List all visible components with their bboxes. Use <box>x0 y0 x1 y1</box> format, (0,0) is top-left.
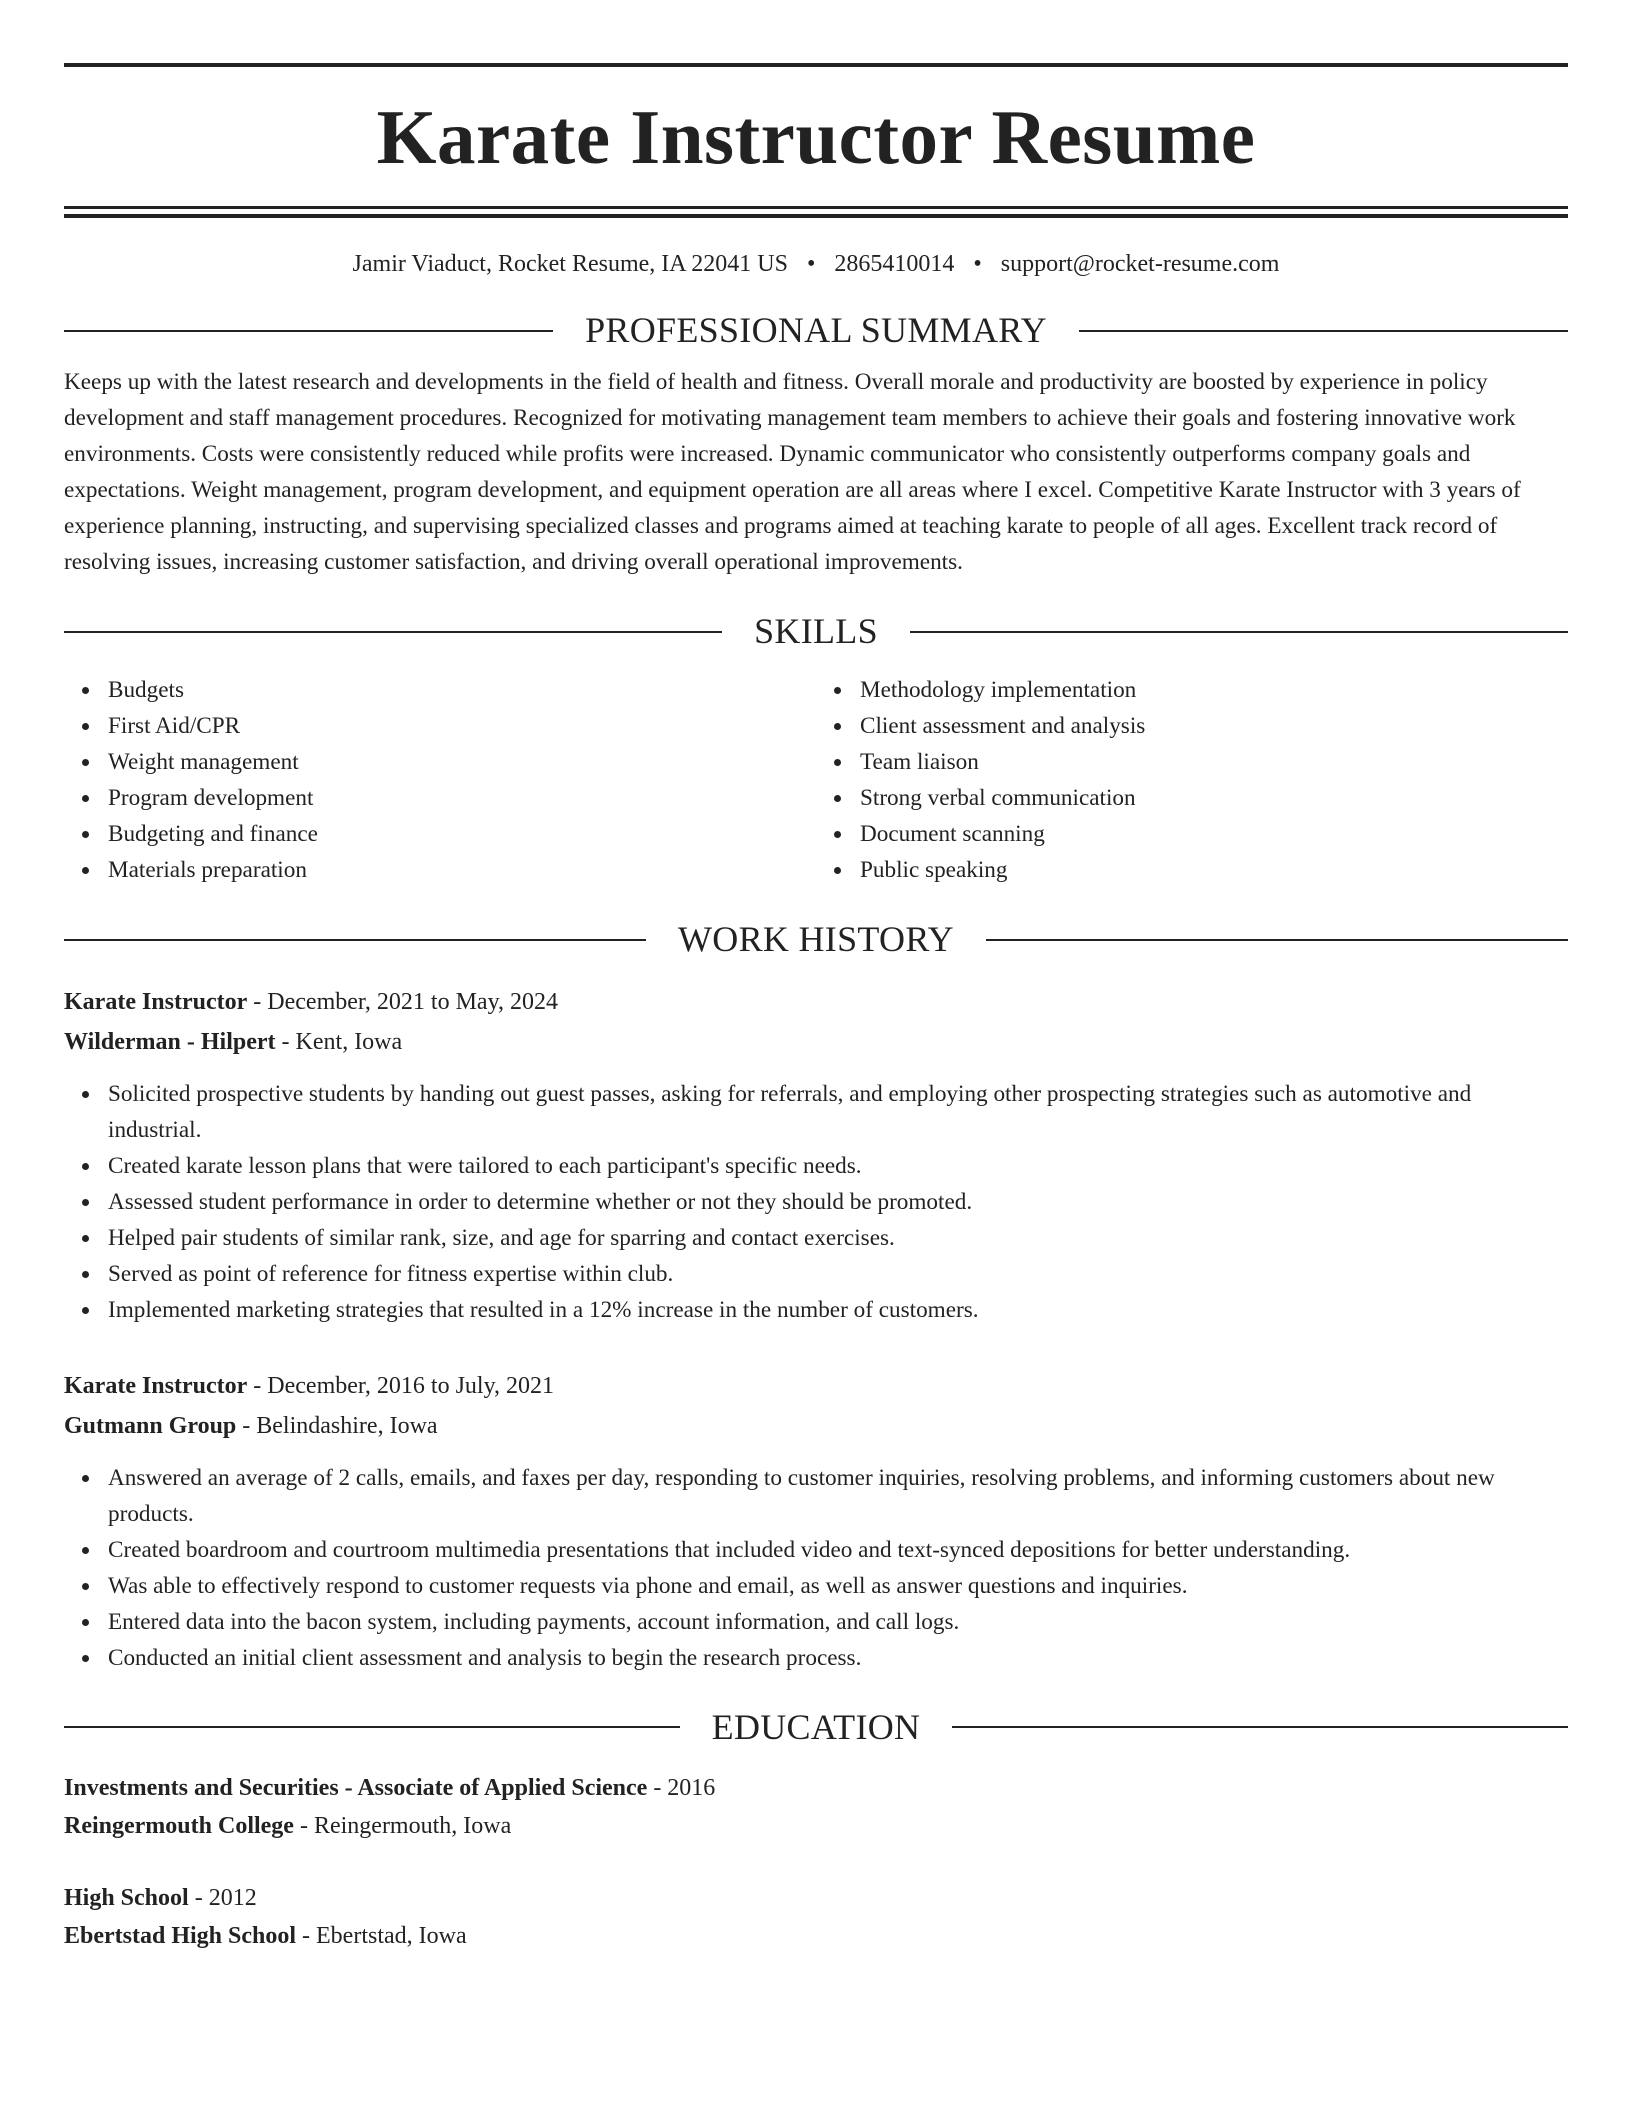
heading-rule-left <box>64 1726 680 1728</box>
heading-rule-right <box>952 1726 1568 1728</box>
skill-item: Team liaison <box>860 744 1568 780</box>
skill-item: Materials preparation <box>108 852 816 888</box>
job-company: Wilderman - Hilpert <box>64 1028 276 1055</box>
contact-address: Jamir Viaduct, Rocket Resume, IA 22041 US <box>352 251 788 277</box>
education-school: Ebertstad High School <box>64 1923 297 1950</box>
skill-item: First Aid/CPR <box>108 708 816 744</box>
title-double-rule <box>64 206 1568 218</box>
work-heading: WORK HISTORY <box>678 918 954 959</box>
job-title-line <box>64 982 1568 1022</box>
contact-email: support@rocket-resume.com <box>1000 251 1280 277</box>
job-bullets <box>64 1460 1568 1676</box>
summary-heading: PROFESSIONAL SUMMARY <box>585 309 1047 350</box>
heading-rule-right <box>1079 330 1568 332</box>
summary-text: Keeps up with the latest research and developments in the field of health and fitness. Overall morale and productivity are boosted by experience in policy development and staff management procedures. Recognized for motivating management team members to achieve their goals and fostering innovative work environments. Costs were consistently reduced while profits were increased. Dynamic communicator who consistently outperforms company goals and expectations. Weight management, program development, and equipment operation are all areas where I excel. Competitive Karate Instructor with 3 years of experience planning, instructing, and supervising specialized classes and programs aimed at teaching karate to people of all ages. Excellent track record of resolving issues, increasing customer satisfaction, and driving overall operational improvements. <box>64 369 1521 576</box>
summary-section-heading <box>64 311 1568 351</box>
skills-list <box>64 672 1568 888</box>
job-title: Karate Instructor <box>64 988 248 1015</box>
education-entry <box>64 1769 1568 1845</box>
job-bullets <box>64 1076 1568 1328</box>
top-rule <box>64 63 1568 67</box>
skill-item: Weight management <box>108 744 816 780</box>
education-degree-line <box>64 1769 1568 1807</box>
education-year: - 2016 <box>647 1775 716 1802</box>
job-company: Gutmann Group <box>64 1412 237 1439</box>
contact-line <box>64 250 1568 279</box>
education-location: - Reingermouth, Iowa <box>293 1813 512 1840</box>
skill-item: Budgeting and finance <box>108 816 816 852</box>
job-bullet: Implemented marketing strategies that resulted in a 12% increase in the number of customers. <box>108 1292 1568 1328</box>
job-entry <box>64 1366 1568 1676</box>
job-dates: - December, 2021 to May, 2024 <box>247 988 559 1015</box>
job-bullet: Created karate lesson plans that were tailored to each participant's specific needs. <box>108 1148 1568 1184</box>
heading-rule-left <box>64 330 553 332</box>
skills-section-heading <box>64 612 1568 652</box>
job-bullet: Was able to effectively respond to customer requests via phone and email, as well as answer questions and inquiries. <box>108 1568 1568 1604</box>
education-degree-line <box>64 1879 1568 1917</box>
job-bullet: Served as point of reference for fitness expertise within club. <box>108 1256 1568 1292</box>
education-school-line <box>64 1917 1568 1955</box>
contact-separator: • <box>806 251 816 277</box>
job-bullet: Entered data into the bacon system, including payments, account information, and call logs. <box>108 1604 1568 1640</box>
heading-rule-left <box>64 939 646 941</box>
job-company-line <box>64 1022 1568 1062</box>
skills-heading: SKILLS <box>754 611 878 652</box>
job-bullet: Answered an average of 2 calls, emails, and faxes per day, responding to customer inquiries, resolving problems, and informing customers about new products. <box>108 1460 1568 1532</box>
job-bullet: Solicited prospective students by handing out guest passes, asking for referrals, and employing other prospecting strategies such as automotive and industrial. <box>108 1076 1568 1148</box>
education-year: - 2012 <box>188 1885 257 1912</box>
education-entry <box>64 1879 1568 1955</box>
job-location: - Belindashire, Iowa <box>236 1412 438 1439</box>
skills-column-left <box>64 672 816 888</box>
skill-item: Document scanning <box>860 816 1568 852</box>
education-degree: Investments and Securities - Associate of Applied Science <box>64 1775 648 1802</box>
skill-item: Methodology implementation <box>860 672 1568 708</box>
job-company-line <box>64 1406 1568 1446</box>
job-bullet: Created boardroom and courtroom multimedia presentations that included video and text-synced depositions for better understanding. <box>108 1532 1568 1568</box>
job-bullet: Conducted an initial client assessment and analysis to begin the research process. <box>108 1640 1568 1676</box>
skill-item: Budgets <box>108 672 816 708</box>
job-bullet: Helped pair students of similar rank, size, and age for sparring and contact exercises. <box>108 1220 1568 1256</box>
job-entry <box>64 982 1568 1328</box>
education-heading: EDUCATION <box>711 1706 921 1747</box>
education-degree: High School <box>64 1885 189 1912</box>
skill-item: Public speaking <box>860 852 1568 888</box>
skill-item: Client assessment and analysis <box>860 708 1568 744</box>
job-location: - Kent, Iowa <box>275 1028 403 1055</box>
resume-title: Karate Instructor Resume <box>376 94 1256 180</box>
job-title: Karate Instructor <box>64 1372 248 1399</box>
skill-item: Strong verbal communication <box>860 780 1568 816</box>
heading-rule-right <box>986 939 1568 941</box>
education-section-heading <box>64 1708 1568 1748</box>
job-title-line <box>64 1366 1568 1406</box>
heading-rule-right <box>910 631 1568 633</box>
skill-item: Program development <box>108 780 816 816</box>
contact-separator: • <box>973 251 982 277</box>
heading-rule-left <box>64 631 722 633</box>
contact-phone: 2865410014 <box>834 251 955 277</box>
work-section-heading <box>64 920 1568 960</box>
education-school-line <box>64 1807 1568 1845</box>
skills-column-right <box>816 672 1568 888</box>
job-dates: - December, 2016 to July, 2021 <box>247 1372 555 1399</box>
education-location: - Ebertstad, Iowa <box>296 1923 467 1950</box>
education-school: Reingermouth College <box>64 1813 294 1840</box>
job-bullet: Assessed student performance in order to determine whether or not they should be promoted. <box>108 1184 1568 1220</box>
